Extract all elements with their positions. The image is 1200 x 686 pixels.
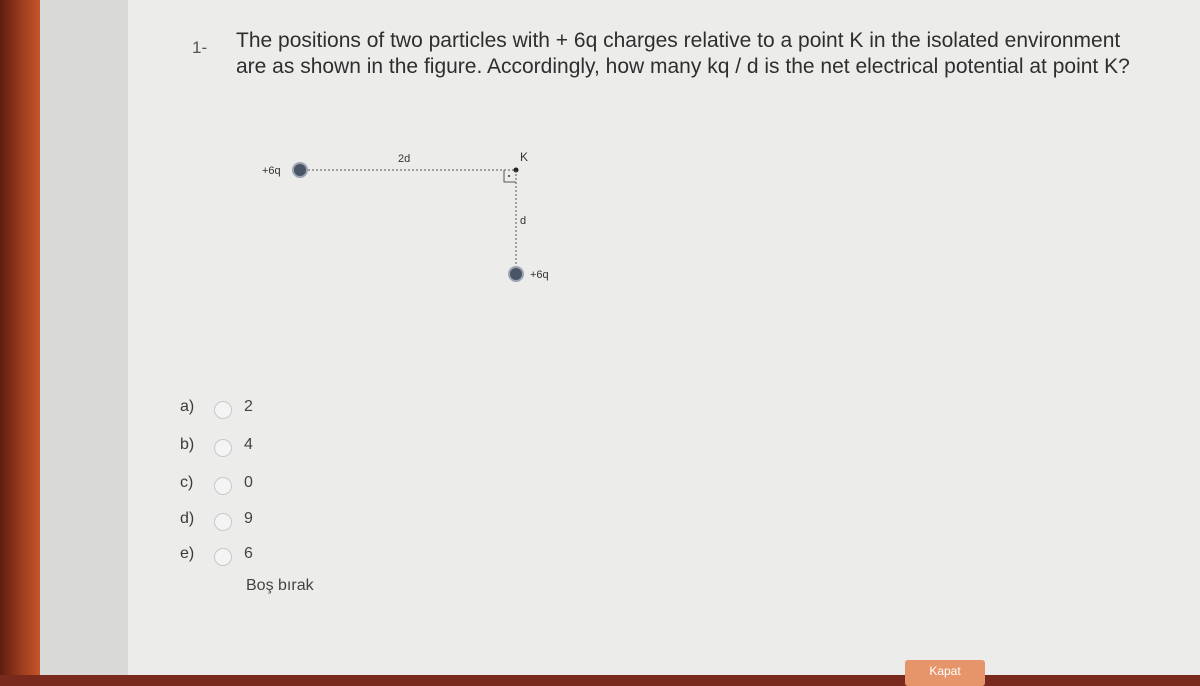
close-button[interactable]: Kapat [905,660,985,686]
question-number: 1- [192,38,208,57]
option-value: 2 [244,398,253,415]
left-charge-label: +6q [262,165,281,177]
option-letter: e) [180,545,195,562]
vertical-distance-label: d [520,215,527,227]
option-value: 4 [244,436,253,453]
option-d[interactable] [0,510,300,540]
option-letter: b) [180,436,195,453]
option-value: 9 [244,510,253,527]
option-e[interactable] [0,545,300,575]
option-radio[interactable] [214,477,232,495]
horizontal-distance-label: 2d [398,153,411,165]
point-k-label: K [520,150,529,164]
option-radio[interactable] [214,513,232,531]
option-value: 0 [244,474,253,491]
option-radio[interactable] [214,439,232,457]
right-angle-dot [508,175,510,177]
option-letter: d) [180,510,195,527]
left-charge-dot [293,163,307,177]
bottom-charge-dot [509,267,523,281]
option-a[interactable] [0,398,300,428]
physics-figure [250,140,570,295]
option-b[interactable] [0,436,300,466]
figure-diagram [250,140,570,290]
bottom-charge-label: +6q [530,269,549,281]
option-radio[interactable] [214,548,232,566]
question-text: The positions of two particles with + 6q charges relative to a point K in the isolated environment are as shown in the figure. Accordingly, how many kq / d is the net electrical potential at point K? [236,29,1130,78]
option-c[interactable] [0,474,300,504]
option-letter: a) [180,398,195,415]
option-value: 6 [244,545,253,562]
skip-link[interactable]: Boş bırak [246,577,314,594]
option-letter: c) [180,474,194,491]
option-radio[interactable] [214,401,232,419]
